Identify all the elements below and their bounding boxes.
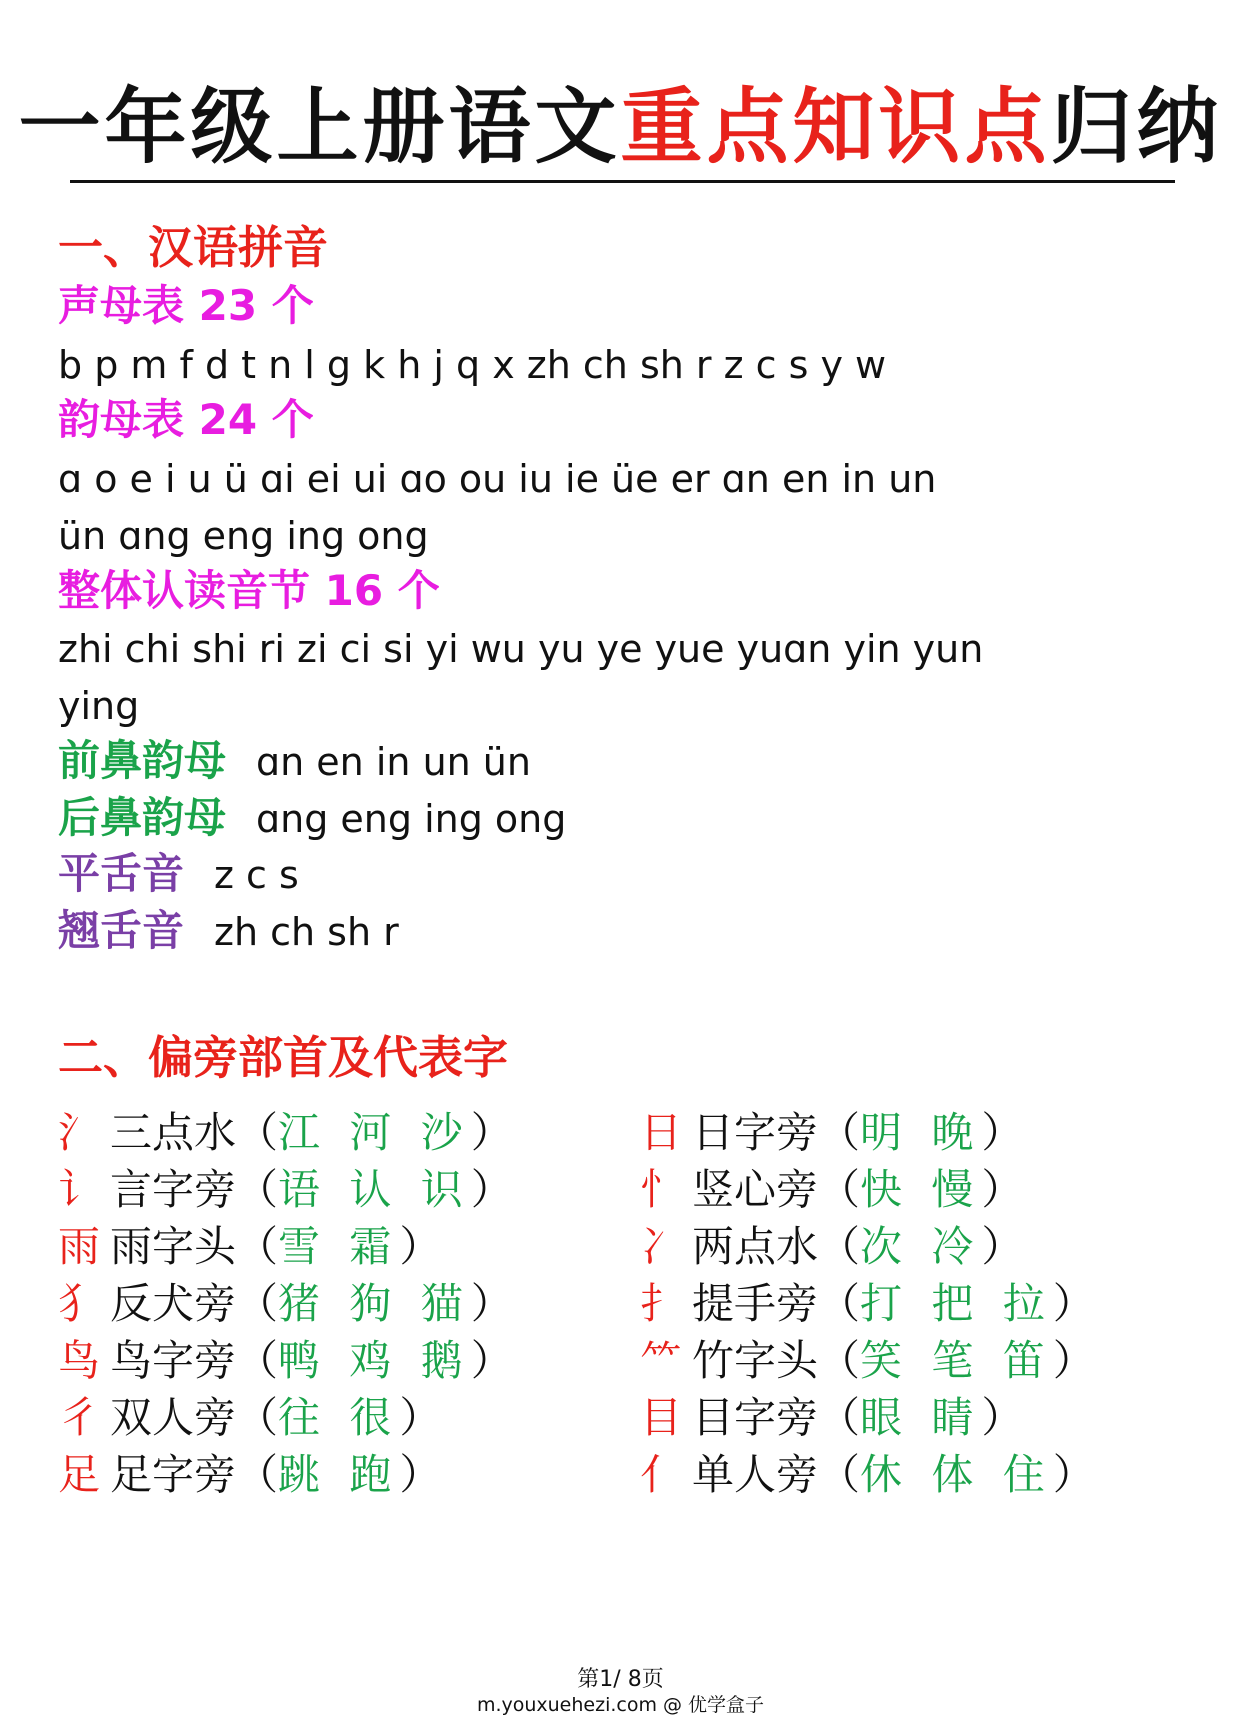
close-paren: ） [981, 1393, 1024, 1442]
radical-name: 反犬旁（ [110, 1279, 279, 1328]
title-black-2: 归纳 [1050, 80, 1223, 175]
radical-row [640, 1275, 1095, 1333]
close-paren: ） [470, 1279, 513, 1328]
radical-row [58, 1275, 513, 1333]
finals-title: 韵母表 24 个 [58, 395, 314, 444]
example-chars: 雪 霜 [278, 1222, 400, 1271]
radical-row [640, 1446, 1095, 1504]
back-nasal-label: 后鼻韵母 [58, 793, 227, 842]
radical-glyph: 日 [640, 1108, 683, 1157]
radical-glyph: 亻 [640, 1450, 683, 1499]
radical-row [640, 1161, 1023, 1219]
radical-row [58, 1332, 513, 1390]
example-chars: 语 认 识 [278, 1165, 471, 1214]
page-number: 第1/ 8页 [577, 1667, 664, 1692]
radical-glyph: 犭 [58, 1279, 101, 1328]
example-chars: 跳 跑 [278, 1450, 400, 1499]
radical-row [58, 1389, 441, 1447]
radical-name: 足字旁（ [110, 1450, 279, 1499]
back-nasal-row [58, 789, 566, 848]
close-paren: ） [470, 1336, 513, 1385]
front-nasal-label: 前鼻韵母 [58, 736, 227, 785]
close-paren: ） [1052, 1450, 1095, 1499]
example-chars: 明 晚 [860, 1108, 982, 1157]
radical-glyph: 冫 [640, 1222, 683, 1271]
radical-glyph: 忄 [640, 1165, 683, 1214]
radical-name: 两点水（ [692, 1222, 861, 1271]
radical-name: 目字旁（ [692, 1393, 861, 1442]
whole-syllables-line-2: ying [58, 684, 140, 728]
title-red: 重点知识点 [620, 80, 1051, 175]
radical-row [58, 1446, 441, 1504]
page-title [0, 78, 1241, 178]
finals-line-1: ɑ o e i u ü ɑi ei ui ɑo ou iu ie üe er ɑn en in un [58, 457, 937, 501]
section1-heading: 一、汉语拼音 [58, 221, 329, 274]
back-nasal-values: ɑng eng ing ong [256, 797, 567, 841]
radical-glyph: 彳 [58, 1393, 101, 1442]
radical-glyph: 氵 [58, 1108, 101, 1157]
example-chars: 笑 笔 笛 [860, 1336, 1053, 1385]
radical-name: 提手旁（ [692, 1279, 861, 1328]
whole-syllables-line-1: zhi chi shi ri zi ci si yi wu yu ye yue yuɑn yin yun [58, 627, 984, 671]
initials-title: 声母表 23 个 [58, 281, 314, 330]
front-nasal-values: ɑn en in un ün [256, 740, 531, 784]
example-chars: 休 体 住 [860, 1450, 1053, 1499]
radical-row [640, 1389, 1023, 1447]
radical-name: 双人旁（ [110, 1393, 279, 1442]
radical-row [640, 1104, 1023, 1162]
title-divider [70, 180, 1175, 183]
example-chars: 眼 睛 [860, 1393, 982, 1442]
title-black-1: 一年级上册语文 [18, 80, 621, 175]
close-paren: ） [399, 1450, 442, 1499]
radical-glyph: 讠 [58, 1165, 101, 1214]
curled-tongue-label: 翘舌音 [58, 906, 185, 955]
example-chars: 江 河 沙 [278, 1108, 471, 1157]
radical-glyph: 足 [58, 1450, 101, 1499]
radical-row [640, 1332, 1095, 1390]
close-paren: ） [399, 1222, 442, 1271]
radical-glyph: 扌 [640, 1279, 683, 1328]
close-paren: ） [1052, 1279, 1095, 1328]
radical-name: 竖心旁（ [692, 1165, 861, 1214]
radical-glyph: 目 [640, 1393, 683, 1442]
close-paren: ） [470, 1165, 513, 1214]
section2-heading: 二、偏旁部首及代表字 [58, 1031, 509, 1084]
close-paren: ） [399, 1393, 442, 1442]
radical-glyph: 鸟 [58, 1336, 101, 1385]
close-paren: ） [981, 1165, 1024, 1214]
flat-tongue-row [58, 845, 299, 904]
example-chars: 快 慢 [860, 1165, 982, 1214]
curled-tongue-row [58, 902, 399, 961]
flat-tongue-label: 平舌音 [58, 849, 185, 898]
close-paren: ） [470, 1108, 513, 1157]
radical-name: 言字旁（ [110, 1165, 279, 1214]
curled-tongue-values: zh ch sh r [214, 910, 399, 954]
close-paren: ） [1052, 1336, 1095, 1385]
example-chars: 次 冷 [860, 1222, 982, 1271]
example-chars: 鸭 鸡 鹅 [278, 1336, 471, 1385]
example-chars: 打 把 拉 [860, 1279, 1053, 1328]
radical-row [58, 1161, 513, 1219]
whole-syllables-title: 整体认读音节 16 个 [58, 566, 440, 615]
example-chars: 往 很 [278, 1393, 400, 1442]
radical-name: 三点水（ [110, 1108, 279, 1157]
radical-row [58, 1218, 441, 1276]
radical-name: 鸟字旁（ [110, 1336, 279, 1385]
flat-tongue-values: z c s [214, 853, 299, 897]
example-chars: 猪 狗 猫 [278, 1279, 471, 1328]
radical-name: 竹字头（ [692, 1336, 861, 1385]
radical-glyph: ⺮ [640, 1336, 683, 1385]
site-watermark: m.youxuehezi.com @ 优学盒子 [476, 1694, 765, 1716]
initials-list: b p m f d t n l g k h j q x zh ch sh r z c s y w [58, 343, 887, 387]
close-paren: ） [981, 1222, 1024, 1271]
finals-line-2: ün ɑng eng ing ong [58, 514, 429, 558]
radical-row [58, 1104, 513, 1162]
radical-name: 单人旁（ [692, 1450, 861, 1499]
close-paren: ） [981, 1108, 1024, 1157]
radical-row [640, 1218, 1023, 1276]
radical-glyph: 雨 [58, 1222, 101, 1271]
front-nasal-row [58, 732, 531, 791]
radical-name: 日字旁（ [692, 1108, 861, 1157]
radical-name: 雨字头（ [110, 1222, 279, 1271]
